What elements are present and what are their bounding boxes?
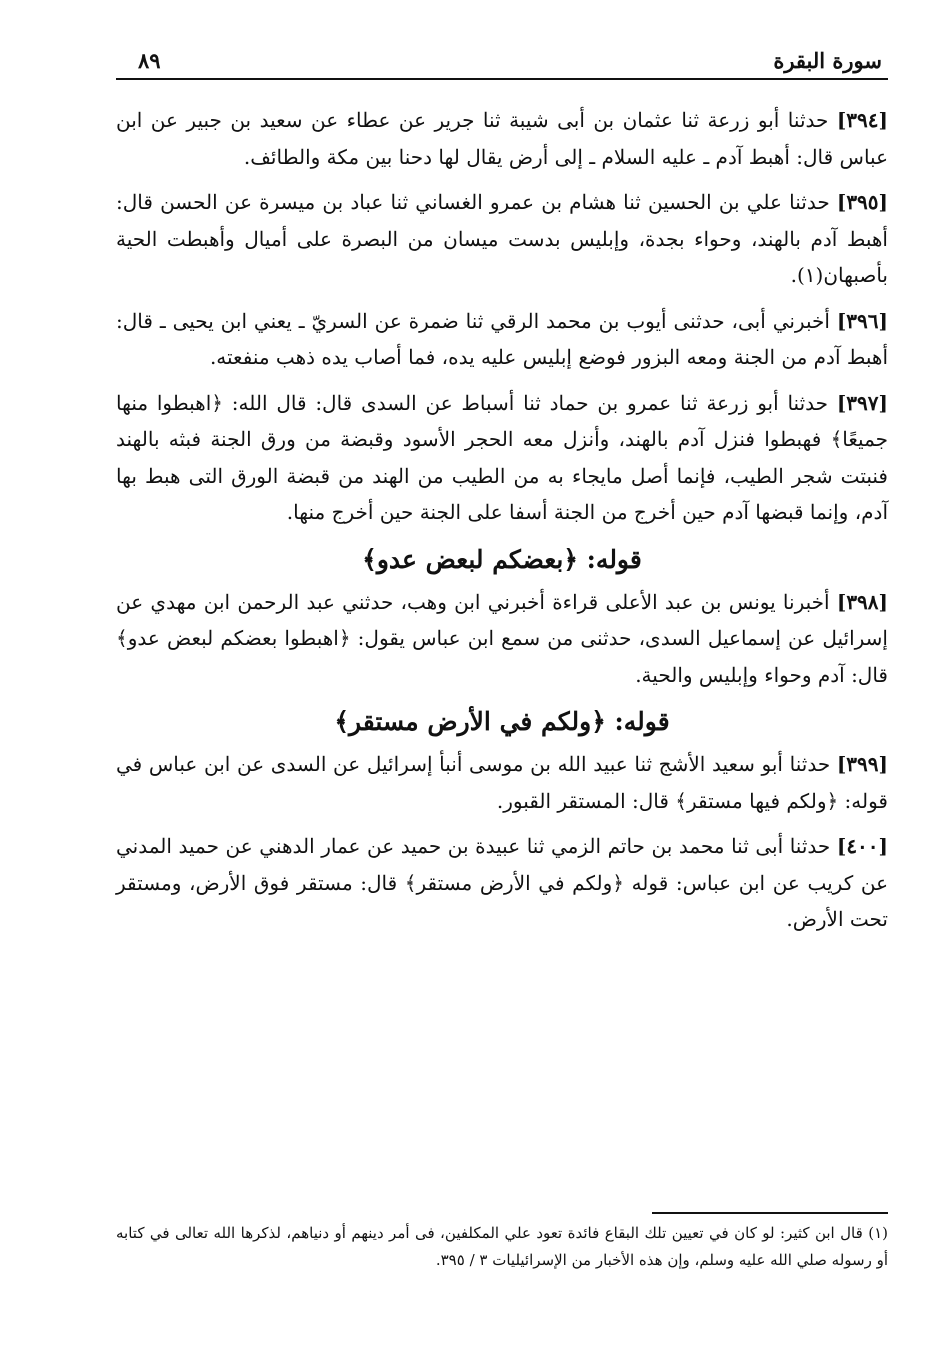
narration-number: [٣٩٧] [836,390,888,415]
narration-text: أخبرني أبى، حدثنى أيوب بن محمد الرقي ثنا ضمرة عن السريّ ـ يعني ابن يحيى ـ قال: أهبط آدم من الجنة ومعه البزور فوضع إبليس عليه يده، فما أصاب يده ذهب منفعته. [116,308,888,369]
narration-number: [٣٩٤] [836,108,888,132]
page-header [116,40,888,80]
narration-text: أخبرنا يونس بن عبد الأعلى قراءة أخبرني ابن وهب، حدثني عبد الرحمن ابن مهدي عن إسرائيل عن إسماعيل السدى، حدثنى من سمع ابن عباس يقول: ﴿اهبطوا بعضكم لبعض عدو﴾ قال: آدم وحواء وإبليس والحية. [116,589,888,687]
narration-text: حدثنا أبو زرعة ثنا عمرو بن حماد ثنا أسباط عن السدى قال: قال الله: ﴿اهبطوا منها جميعًا﴾ فهبطوا فنزل آدم بالهند، وأنزل معه الحجر الأسود وقبضة من ورق الجنة فبثه بالهند فنبتت شجر الطيب، فإنما أصل مايجاء به من الطيب من الهند من قبضة الورق التى هبط بها آدم، وإنما قبضها آدم حين أخرج من الجنة أسفا على الجنة حين أخرج منها. [116,390,888,524]
narration-399 [116,746,888,819]
book-page [116,40,888,1340]
narration-396 [116,303,888,376]
footnote-1: (١) قال ابن كثير: لو كان في تعيين تلك البقاع فائدة تعود علي المكلفين، فى أمر دينهم أو دنياهم، لذكرها الله تعالى في كتابه أو رسوله صلي الله عليه وسلم، وإن هذه الأخبار من الإسرائيليات ٣ / ٣٩٥. [116,1224,888,1269]
narration-text: حدثنا أبو زرعة ثنا عثمان بن أبى شيبة ثنا جرير عن عطاء عن سعيد بن جبير عن ابن عباس قال: أهبط آدم ـ عليه السلام ـ إلى أرض يقال لها دحنا بين مكة والطائف. [116,108,888,169]
section-heading-2: قوله: ﴿ولكم في الأرض مستقر﴾ [334,707,670,736]
narration-397 [116,385,888,531]
narration-text: حدثنا أبو سعيد الأشج ثنا عبيد الله بن موسى أنبأ إسرائيل عن السدى عن ابن عباس في قوله: ﴿ولكم فيها مستقر﴾ قال: المستقر القبور. [116,752,888,813]
narration-number: [٣٩٦] [836,308,888,333]
section-heading-1: قوله: ﴿بعضكم لبعض عدو﴾ [362,544,642,574]
narration-number: [٤٠٠] [836,834,889,858]
surah-title: سورة البقرة [773,48,882,73]
page-body [116,102,888,947]
narration-text: حدثنا أبى ثنا محمد بن حاتم الزمي ثنا عبيدة بن حميد عن عمار الدهني عن حميد المدني عن كريب عن ابن عباس: قوله ﴿ولكم في الأرض مستقر﴾ قال: مستقر فوق الأرض، ومستقر تحت الأرض. [116,834,888,931]
narration-395 [116,184,888,294]
narration-text: حدثنا علي بن الحسين ثنا هشام بن عمرو الغساني ثنا عباد بن ميسرة عن الحسن قال: أهبط آدم بالهند، وحواء بجدة، وإبليس بدست ميسان من البصرة على أميال وأهبطت الحية بأصبهان(١). [116,190,888,287]
narration-number: [٣٩٩] [836,752,888,776]
narration-number: [٣٩٥] [836,190,889,214]
narration-394 [116,102,888,175]
narration-400 [116,828,888,938]
page-number: ٨٩ [138,48,161,73]
narration-398 [116,584,888,694]
footnote-divider [652,1212,888,1214]
narration-number: [٣٩٨] [836,589,889,614]
footnotes [116,1212,888,1274]
